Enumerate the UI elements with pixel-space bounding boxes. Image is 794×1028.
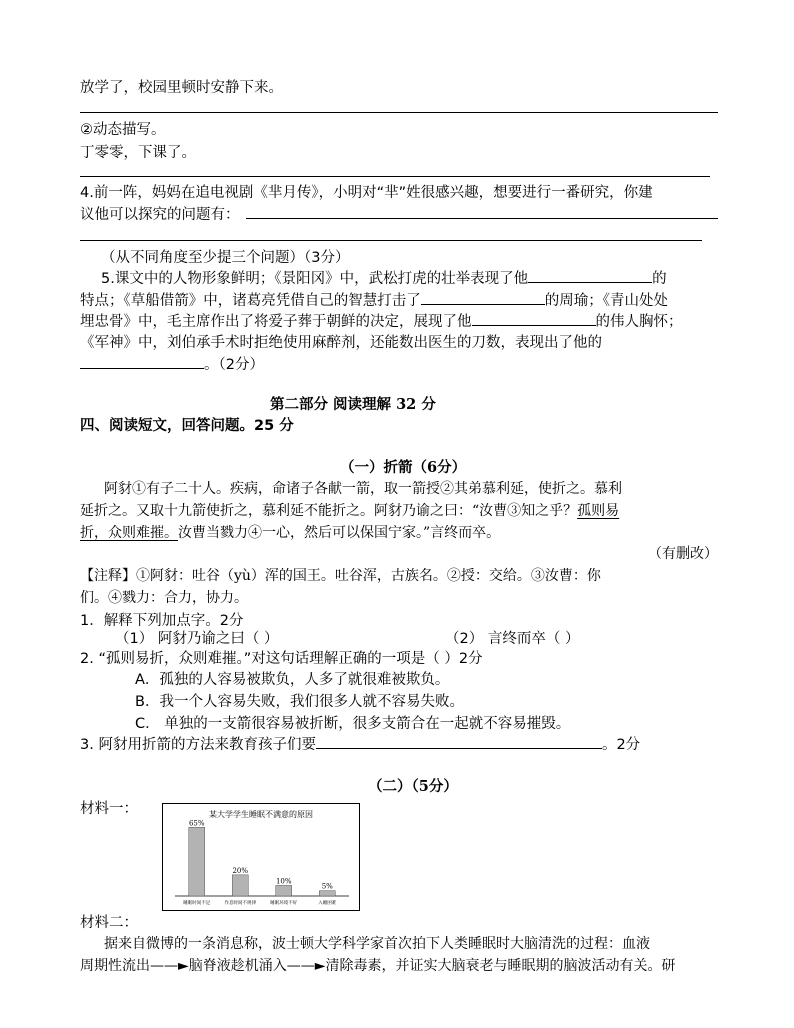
chart-bar (276, 885, 292, 896)
annotation: 【注释】①阿豺：吐谷（yù）浑的国王。吐谷浑，古族名。②授：交给。③汝曹：你 (80, 568, 601, 584)
chart-category-label: 睡眠时间不足 (183, 901, 211, 906)
chart-bar (232, 875, 248, 896)
chart-bar (189, 827, 205, 896)
answer-line[interactable] (246, 218, 718, 219)
question-2: 2. “孤则易折，众则难摧。”对这句话理解正确的一项是（ ）2分 (80, 651, 483, 667)
classical-text: 阿豺①有子二十人。疾病，命诸子各献一箭，取一箭授②其弟慕利延，使折之。慕利 (104, 481, 622, 497)
question-1a: （1） 阿豺乃谕之曰（ ） (115, 631, 279, 647)
material-label: 材料一： (80, 801, 138, 817)
annotation: 们。④戮力：合力，协力。 (80, 590, 248, 606)
source-note: （有删改） (648, 546, 718, 562)
material-text: 据来自微博的一条消息称，波士顿大学科学家首次拍下人类睡眠时大脑清洗的过程：血液 (104, 936, 650, 952)
chart-value-label: 5% (321, 882, 333, 891)
answer-line[interactable] (80, 112, 718, 113)
question-4-text: 议他可以探究的问题有： (80, 207, 240, 223)
answer-line[interactable] (80, 176, 710, 177)
q5-segment: 的周瑜；《青山处处 (544, 293, 668, 309)
q5-segment: 埋忠骨》中，毛主席作出了将爱子葬于朝鲜的决定，展现了他 (80, 314, 472, 330)
bar-chart (162, 803, 360, 911)
q5-segment: 的伟人胸怀； (595, 314, 683, 330)
underlined-quote: 折，众则难摧。 (80, 525, 178, 541)
paragraph-line: ②动态描写。 (80, 122, 166, 138)
question-5-text (80, 310, 683, 331)
answer-line[interactable] (80, 240, 702, 241)
blank[interactable] (472, 311, 596, 326)
question-4-note: （从不同角度至少提三个问题）（3分） (101, 250, 350, 266)
blank[interactable] (421, 290, 545, 305)
classical-text (80, 500, 619, 520)
subsection-heading: （二）（5分） (368, 778, 458, 795)
option-c[interactable]: C． 单独的一支箭很容易被折断，很多支箭合在一起就不容易摧毁。 (135, 716, 571, 732)
q5-segment: 的 (652, 271, 667, 287)
chart-category-label: 睡眠环境不好 (270, 901, 298, 906)
q5-segment: 5.课文中的人物形象鲜明；《景阳冈》中，武松打虎的壮举表现了他 (101, 271, 529, 287)
question-5-text (80, 289, 668, 310)
q5-segment: 。（2分） (204, 357, 264, 373)
material-text: 周期性流出——►脑脊液趁机涌入——►清除毒素，并证实大脑衰老与睡眠期的脑波活动有关。研 (80, 958, 676, 974)
question-4-text: 4.前一阵，妈妈在追电视剧《芈月传》，小明对“芈”姓很感兴趣，想要进行一番研究，你建 (80, 185, 653, 201)
question-1b: （2） 言终而卒（ ） (445, 631, 580, 647)
blank[interactable] (80, 354, 204, 369)
chart-canvas (163, 804, 359, 910)
chart-value-label: 20% (232, 866, 249, 875)
paragraph-line: 放学了，校园里顿时安静下来。 (80, 80, 283, 96)
option-b[interactable]: B．我一个人容易失败，我们很多人就不容易失败。 (135, 694, 464, 710)
material-label: 材料二： (80, 915, 138, 931)
blank[interactable] (316, 734, 602, 749)
underlined-quote: 孤则易 (577, 503, 620, 519)
option-a[interactable]: A．孤独的人容易被欺负，人多了就很难被欺负。 (135, 672, 450, 688)
chart-value-label: 10% (275, 877, 292, 886)
chart-bar (319, 891, 335, 896)
question-1: 1．解释下列加点字。2分 (80, 613, 244, 629)
q5-segment: 特点；《草船借箭》中，诸葛亮凭借自己的智慧打击了 (80, 293, 421, 309)
blank[interactable] (528, 268, 652, 283)
subsection-heading: （一）折箭（6分） (340, 459, 467, 476)
classical-text (80, 522, 500, 542)
q3-segment: 3. 阿豺用折箭的方法来教育孩子们要 (80, 737, 316, 753)
part-heading: 第二部分 阅读理解 32 分 (270, 396, 436, 413)
text-segment: 延折之。又取十九箭使折之，慕利延不能折之。阿豺乃谕之曰：“汝曹③知之乎？ (80, 503, 578, 519)
question-5-text (80, 353, 264, 374)
q3-segment: 。2分 (601, 737, 641, 753)
chart-category-label: 作息时间不规律 (224, 901, 256, 906)
question-5-text: 《军神》中，刘伯承手术时拒绝使用麻醉剂，还能数出医生的刀数，表现出了他的 (80, 335, 602, 351)
question-3 (80, 733, 640, 754)
paragraph-line: 丁零零，下课了。 (80, 145, 196, 161)
section-heading: 四、阅读短文，回答问题。25 分 (80, 418, 294, 434)
chart-value-label: 65% (188, 819, 205, 828)
chart-category-label: 入睡困难 (318, 901, 337, 906)
text-segment: 汝曹当戮力④一心，然后可以保国宁家。”言终而卒。 (178, 525, 501, 541)
question-5-text (101, 267, 667, 288)
chart-title: 某大学学生睡眠不满意的原因 (209, 810, 313, 819)
